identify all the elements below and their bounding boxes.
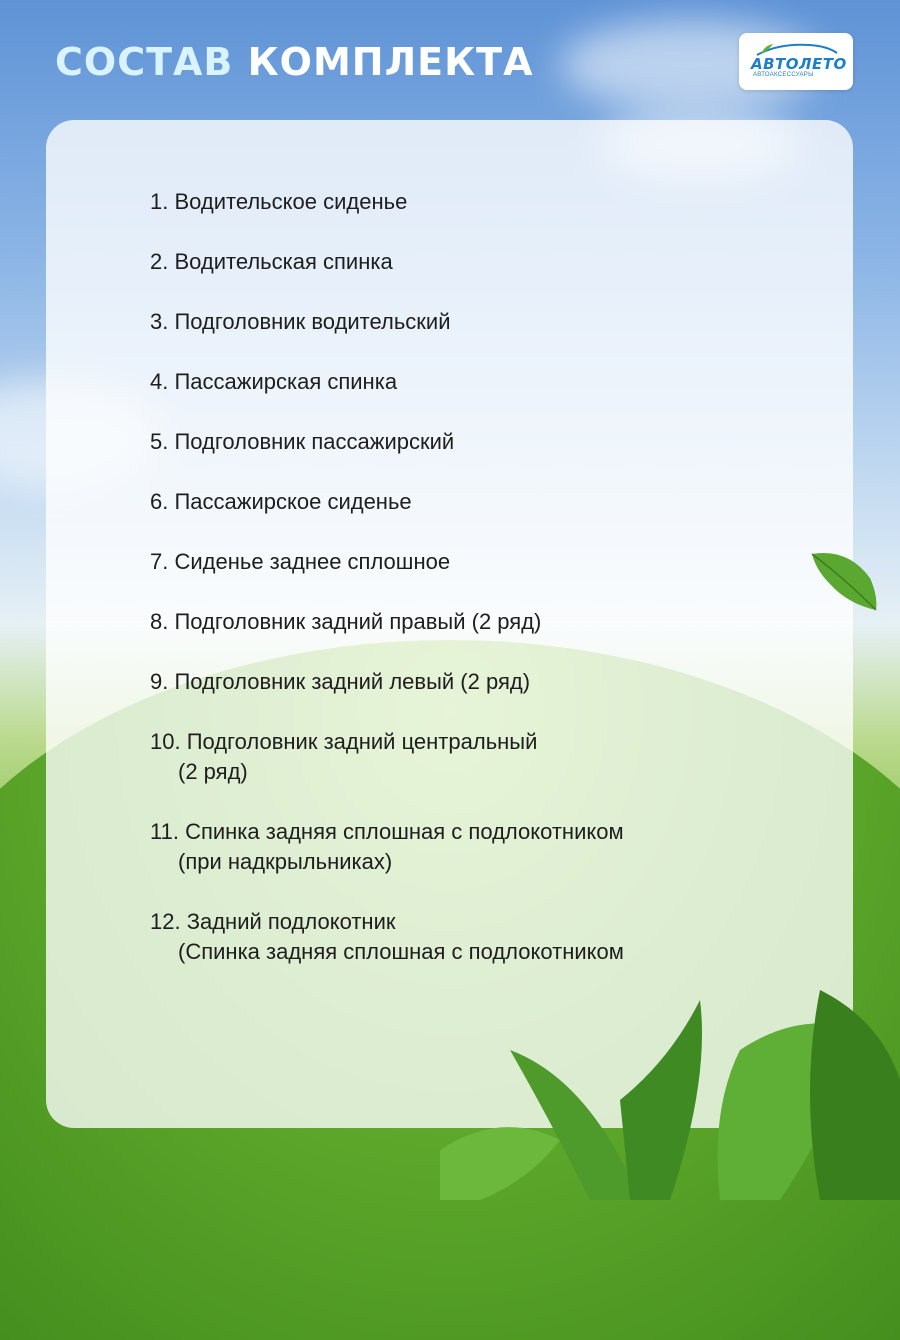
- item-text: 8. Подголовник задний правый (2 ряд): [150, 609, 542, 634]
- title-part-2: КОМПЛЕКТА: [247, 40, 534, 84]
- page-title: [55, 40, 534, 84]
- list-item: [150, 607, 770, 637]
- item-text: 7. Сиденье заднее сплошное: [150, 549, 451, 574]
- brand-logo: [739, 33, 853, 90]
- foliage-icon: [440, 990, 900, 1200]
- list-item: [150, 427, 770, 457]
- logo-wordmark: АВТОЛЕТО: [751, 55, 847, 73]
- item-text: 5. Подголовник пассажирский: [150, 429, 455, 454]
- list-item: [150, 667, 770, 697]
- item-continuation: (Спинка задняя сплошная с подлокотником: [178, 939, 624, 964]
- list-item: [150, 907, 770, 967]
- item-text: 9. Подголовник задний левый (2 ряд): [150, 669, 531, 694]
- list-item: [150, 727, 770, 787]
- list-item: [150, 367, 770, 397]
- item-text: 12. Задний подлокотник: [150, 909, 396, 934]
- item-text: 6. Пассажирское сиденье: [150, 489, 412, 514]
- item-text: 2. Водительская спинка: [150, 249, 393, 274]
- list-item: [150, 547, 770, 577]
- list-item: [150, 247, 770, 277]
- title-part-1: СОСТАВ: [55, 40, 234, 84]
- list-item: [150, 817, 770, 877]
- list-item: [150, 487, 770, 517]
- item-text: 11. Спинка задняя сплошная с подлокотником: [150, 819, 624, 844]
- item-text: 10. Подголовник задний центральный: [150, 729, 538, 754]
- item-continuation: (2 ряд): [178, 759, 248, 784]
- item-continuation: (при надкрыльниках): [178, 849, 393, 874]
- item-text: 1. Водительское сиденье: [150, 189, 408, 214]
- list-item: [150, 187, 770, 217]
- logo-tagline: АВТОАКСЕССУАРЫ: [753, 72, 814, 78]
- kit-contents-list: [150, 187, 770, 997]
- list-item: [150, 307, 770, 337]
- item-text: 4. Пассажирская спинка: [150, 369, 398, 394]
- item-text: 3. Подголовник водительский: [150, 309, 451, 334]
- leaf-icon: [808, 548, 880, 614]
